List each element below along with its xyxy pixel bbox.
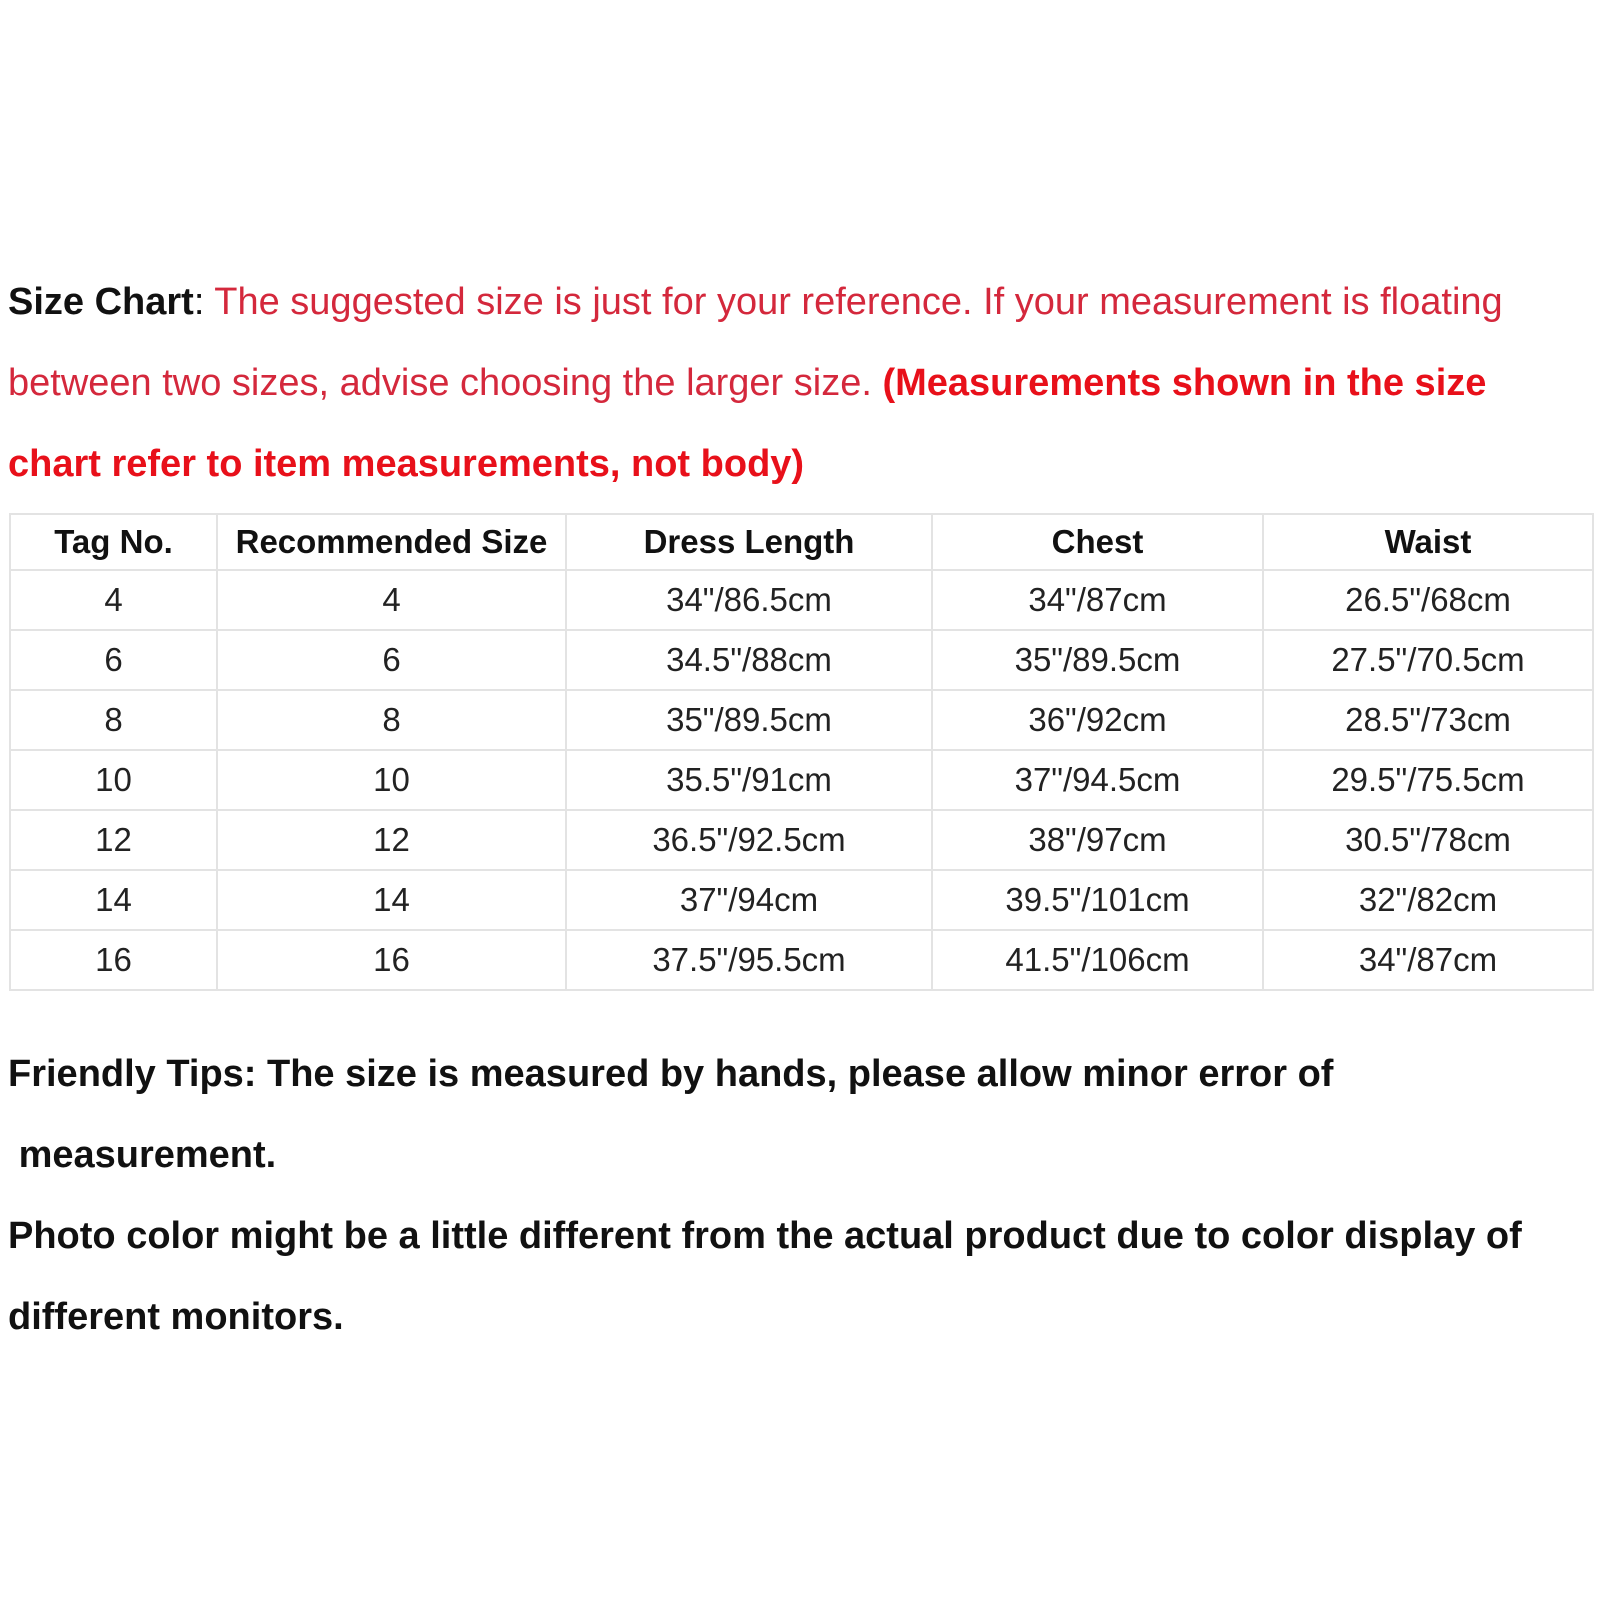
cell-waist: 26.5"/68cm bbox=[1263, 570, 1593, 630]
measurement-emphasis-note: (Measurements shown in the size chart refer to item measurements, not body) bbox=[8, 362, 1487, 485]
cell-waist: 29.5"/75.5cm bbox=[1263, 750, 1593, 810]
cell-waist: 34"/87cm bbox=[1263, 930, 1593, 990]
cell-tag-no: 8 bbox=[10, 690, 217, 750]
header-tag-no: Tag No. bbox=[10, 514, 217, 570]
cell-chest: 37"/94.5cm bbox=[932, 750, 1263, 810]
cell-waist: 32"/82cm bbox=[1263, 870, 1593, 930]
cell-tag-no: 16 bbox=[10, 930, 217, 990]
table-row bbox=[10, 810, 1593, 870]
cell-recommended-size: 4 bbox=[217, 570, 566, 630]
cell-dress-length: 37.5"/95.5cm bbox=[566, 930, 932, 990]
cell-chest: 34"/87cm bbox=[932, 570, 1263, 630]
cell-waist: 30.5"/78cm bbox=[1263, 810, 1593, 870]
friendly-tips-text: Friendly Tips: The size is measured by hands, please allow minor error of measurement. bbox=[8, 1053, 1334, 1176]
cell-dress-length: 36.5"/92.5cm bbox=[566, 810, 932, 870]
cell-waist: 27.5"/70.5cm bbox=[1263, 630, 1593, 690]
cell-chest: 36"/92cm bbox=[932, 690, 1263, 750]
table-row bbox=[10, 930, 1593, 990]
cell-chest: 35"/89.5cm bbox=[932, 630, 1263, 690]
cell-tag-no: 10 bbox=[10, 750, 217, 810]
cell-recommended-size: 10 bbox=[217, 750, 566, 810]
table-row bbox=[10, 750, 1593, 810]
photo-color-note: Photo color might be a little different from the actual product due to color display of different monitors. bbox=[8, 1215, 1533, 1338]
cell-recommended-size: 16 bbox=[217, 930, 566, 990]
header-chest: Chest bbox=[932, 514, 1263, 570]
table-row bbox=[10, 630, 1593, 690]
size-chart-intro bbox=[8, 262, 1588, 505]
size-chart-colon: : bbox=[193, 281, 215, 323]
table-row bbox=[10, 870, 1593, 930]
cell-dress-length: 34"/86.5cm bbox=[566, 570, 932, 630]
header-dress-length: Dress Length bbox=[566, 514, 932, 570]
cell-tag-no: 4 bbox=[10, 570, 217, 630]
cell-tag-no: 14 bbox=[10, 870, 217, 930]
cell-tag-no: 6 bbox=[10, 630, 217, 690]
table-row bbox=[10, 690, 1593, 750]
header-recommended-size: Recommended Size bbox=[217, 514, 566, 570]
cell-dress-length: 35"/89.5cm bbox=[566, 690, 932, 750]
cell-recommended-size: 8 bbox=[217, 690, 566, 750]
cell-recommended-size: 6 bbox=[217, 630, 566, 690]
cell-chest: 39.5"/101cm bbox=[932, 870, 1263, 930]
cell-tag-no: 12 bbox=[10, 810, 217, 870]
table-row bbox=[10, 570, 1593, 630]
size-chart-table bbox=[9, 513, 1594, 991]
cell-waist: 28.5"/73cm bbox=[1263, 690, 1593, 750]
cell-recommended-size: 12 bbox=[217, 810, 566, 870]
tips-section bbox=[8, 1034, 1588, 1358]
table-header-row bbox=[10, 514, 1593, 570]
size-reference-note: The suggested size is just for your reference. If your measurement is floating between two sizes, advise choosing the larger size. bbox=[8, 281, 1503, 404]
cell-dress-length: 37"/94cm bbox=[566, 870, 932, 930]
size-chart-label: Size Chart bbox=[8, 281, 194, 323]
cell-dress-length: 35.5"/91cm bbox=[566, 750, 932, 810]
cell-chest: 38"/97cm bbox=[932, 810, 1263, 870]
cell-recommended-size: 14 bbox=[217, 870, 566, 930]
header-waist: Waist bbox=[1263, 514, 1593, 570]
cell-dress-length: 34.5"/88cm bbox=[566, 630, 932, 690]
cell-chest: 41.5"/106cm bbox=[932, 930, 1263, 990]
